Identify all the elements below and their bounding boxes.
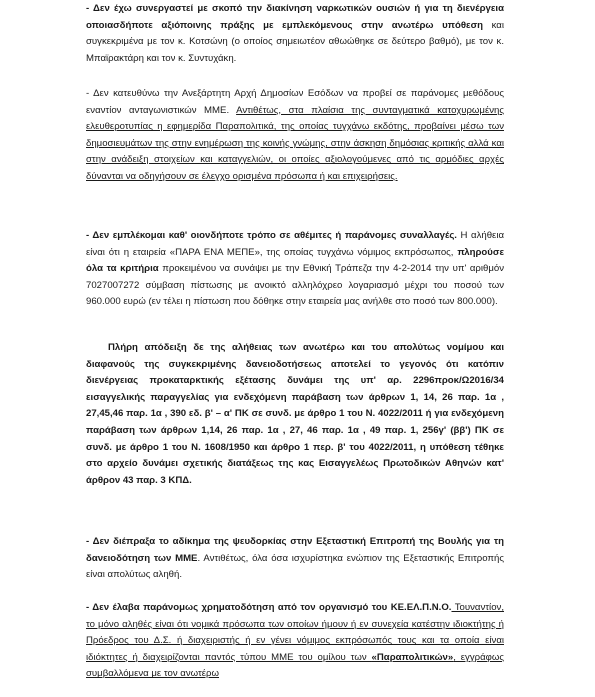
p5-rest: . Αντιθέτως, όλα όσα ισχυρίστηκα ενώπιον της Εξεταστικής Επιτροπής είναι απολύτως αληθή. — [86, 552, 504, 581]
p4-text: Πλήρη απόδειξη δε της αλήθειας των ανωτέρω και του απολύτως νομίμου και διαφανούς της συγκεκριμένης δανειοδοτήσεως αποτελεί το γεγονός ότι κατόπιν διενέργειας προκαταρκτικής εξέτασης δυνάμει της υπ' αρ. 2296προκ/Ω2016/34 εισαγγελικής παραγγελίας για ενδεχόμενη παράβαση των άρθρων 1, 14, 26 παρ. 1α , 27,45,46 παρ. 1α , 390 εδ. β' – α' ΠΚ σε συνδ. με άρθρο 1 του Ν. 4022/2011 ή για ενδεχόμενη παράβαση των άρθρων 1,14, 26 παρ. 1α , 27, 46 παρ. 1α , 49 παρ. 1, 256γ' (ββ') ΠΚ σε συνδ. με άρθρο 1 του Ν. 1608/1950 και άρθρο 1 περ. β' του 4022/2011, η υπόθεση τέθηκε στο αρχείο δυνάμει σχετικής διατάξεως της κας Εισαγγελέως Πρωτοδικών Αθηνών κατ' άρθρον 43 παρ. 3 ΚΠΔ. — [86, 342, 504, 486]
p3-bold1: - Δεν εμπλέκομαι καθ' οιονδήποτε τρόπο σε αθέμιτες ή παράνομες συναλλαγές. — [86, 230, 457, 241]
p6-bold-underlined: «Παραπολιτικών» — [371, 651, 454, 663]
p6-underlined1: Τουναντίον, το μόνο αληθές είναι ότι νομικά πρόσωπα των οποίων ήμουν ή εν συνεχεία κατέστην ιδιοκτήτης ή Πρόεδρος του Δ.Σ. ή διαχειριστής ή εν γένει νόμιμος εκπρόσωπός τους και τα οποία είναι ιδιόκτητες ή διαχειρίζονται παντός τύπου ΜΜΕ του ομίλου των — [86, 602, 504, 663]
p3-bold2: πληρούσε όλα τα κριτήρια — [86, 246, 504, 275]
p6-underlined2: , εγγράφως συμβαλλόμενα με τον ανωτέρω — [86, 651, 504, 680]
paragraph-5 — [86, 534, 504, 584]
p6-bold1: - Δεν έλαβα παράνομως χρηματοδότηση από τον οργανισμό του ΚΕ.ΕΛ.Π.Ν.Ο. — [86, 602, 452, 613]
paragraph-1 — [86, 1, 504, 67]
paragraph-4 — [86, 340, 504, 489]
p3-plain2: προκειμένου να συνάψει με την Εθνική Τράπεζα την 4-2-2014 την υπ' αριθμόν 7027007272 σύμβαση πίστωσης με ανοικτό αλληλόχρεο λογαριασμό μέχρι του ποσού των 960.000 ευρώ (εν τέλει η πίστωση που δόθηκε στην εταιρεία μας ανήλθε στο ποσό των 800.000). — [86, 263, 504, 308]
paragraph-2 — [86, 86, 504, 186]
p2-plain: - Δεν κατευθύνω την Ανεξάρτητη Αρχή Δημοσίων Εσόδων να προβεί σε παράνομες μεθόδους εναντίον ανταγωνιστικών ΜΜΕ. — [86, 88, 504, 116]
paragraph-6 — [86, 600, 504, 683]
p1-bold: - Δεν έχω συνεργαστεί με σκοπό την διακίνηση ναρκωτικών ουσιών ή για τη διενέργεια οποιασδήποτε αξιόποινης πράξης με εμπλεκόμενους στην ανωτέρω υπόθεση — [86, 3, 504, 31]
p2-underlined: Αντιθέτως, στα πλαίσια της συνταγματικά κατοχυρωμένης ελευθεροτυπίας η εφημερίδα Παραπολιτικά, της οποίας τυγχάνω εκδότης, προβαίνει μέσω των δημοσιευμάτων της στην ενημέρωση της κοινής γνώμης, στην άσκηση δημόσιας κριτικής αλλά και στην ανάδειξη στοιχείων και καταγγελιών, οι οποίες αξιολογούμενες από τις αρμόδιες αρχές δύνανται να οδηγήσουν σε έλεγχο ορισμένα πρόσωπα ή και επιχειρήσεις. — [86, 104, 504, 182]
paragraph-3 — [86, 228, 504, 311]
p5-bold: - Δεν διέπραξα το αδίκημα της ψευδορκίας στην Εξεταστική Επιτροπή της Βουλής για τη δανειοδότηση των ΜΜΕ — [86, 536, 504, 564]
p1-rest: και συγκεκριμένα με τον κ. Κοτσώνη (ο οποίος σημειωτέον αθωώθηκε σε δεύτερο βαθμό), με τον κ. Μπαϊρακτάρη και τον κ. Συντυχάκη. — [86, 19, 504, 64]
p3-plain1: Η αλήθεια είναι ότι η εταιρεία «ΠΑΡΑ ΕΝΑ ΜΕΠΕ», της οποίας τυγχάνω νόμιμος εκπρόσωπος, — [86, 230, 504, 258]
